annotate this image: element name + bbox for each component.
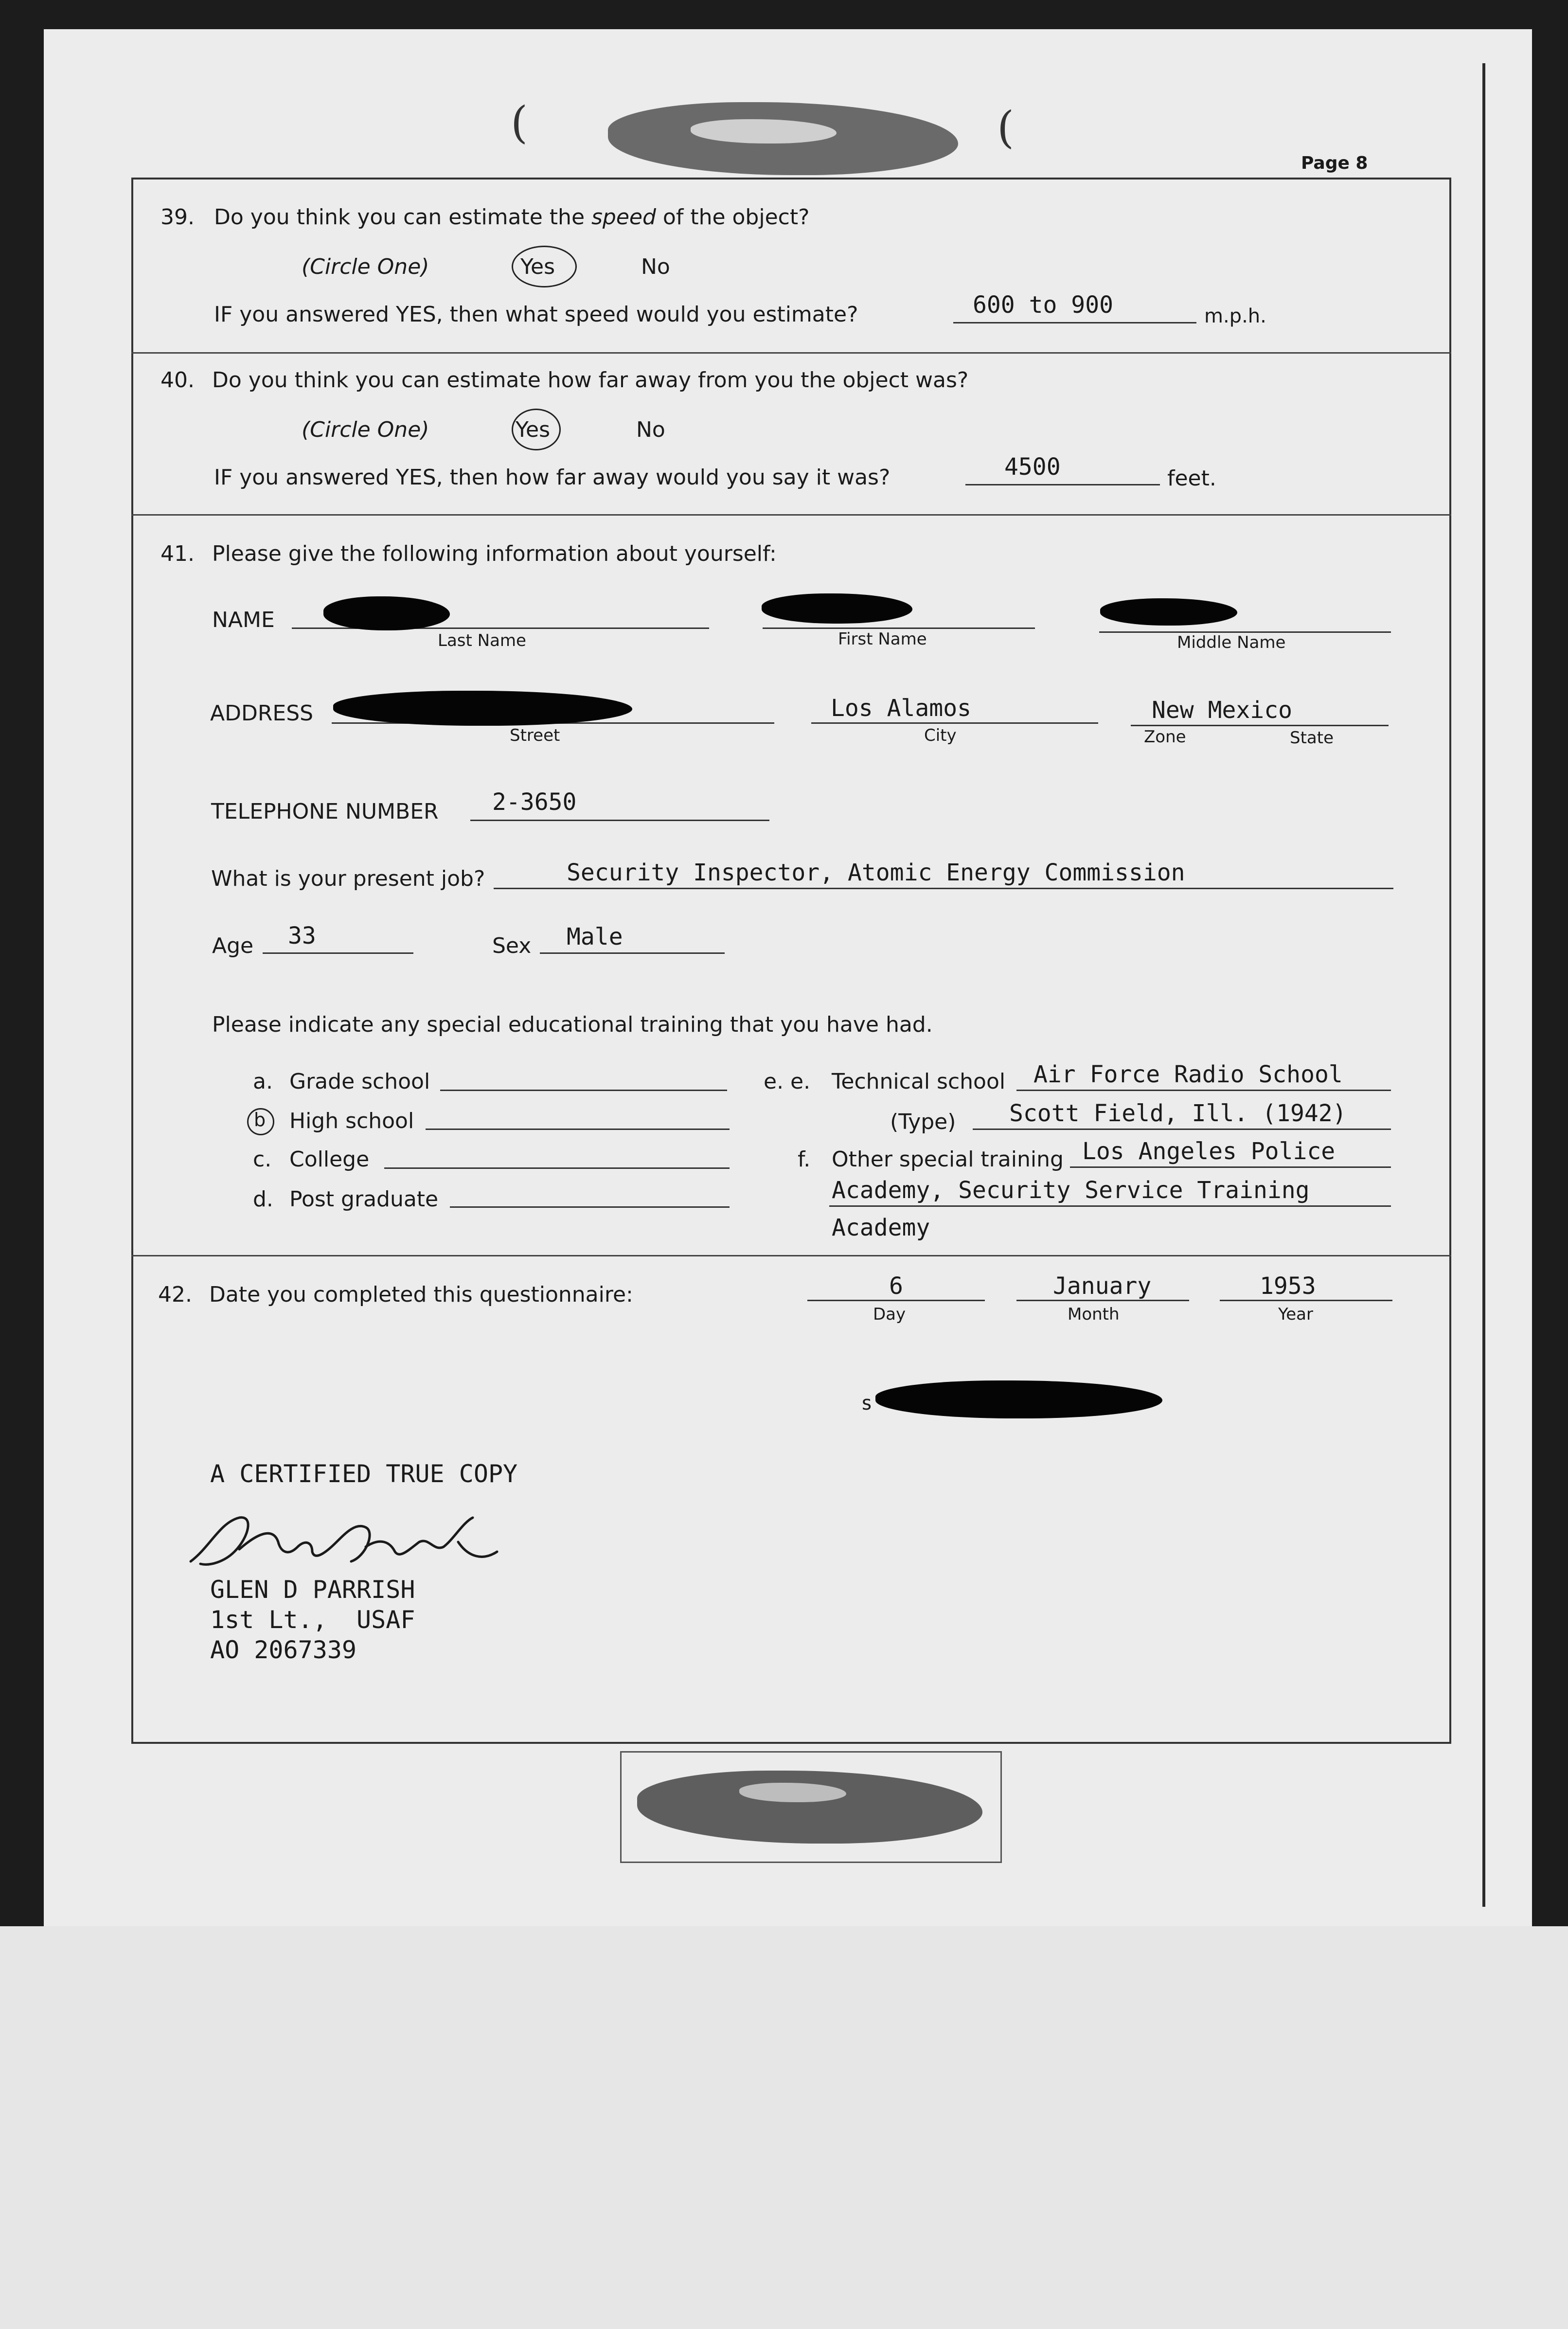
divider-40-41 xyxy=(131,514,1451,516)
edu-f-label: Other special training xyxy=(832,1147,1064,1172)
q39-no: No xyxy=(641,254,670,279)
q40-no: No xyxy=(636,417,665,442)
street-label: Street xyxy=(510,726,560,745)
sex-line xyxy=(540,952,725,954)
edu-f-line-1 xyxy=(1070,1166,1391,1168)
state-value: New Mexico xyxy=(1152,697,1292,724)
certifier-rank: 1st Lt., USAF xyxy=(210,1606,415,1634)
edu-f-letter: f. xyxy=(798,1147,811,1172)
divider-39-40 xyxy=(131,352,1451,354)
q39-question-em: speed xyxy=(591,205,656,230)
first-name-redaction xyxy=(762,593,912,624)
certification-heading: A CERTIFIED TRUE COPY xyxy=(210,1460,518,1488)
year-line xyxy=(1220,1300,1392,1301)
certifier-signature xyxy=(181,1503,512,1581)
edu-f-line-2 xyxy=(829,1205,1391,1207)
edu-b-line xyxy=(426,1129,730,1130)
day-label: Day xyxy=(873,1305,906,1324)
state-line xyxy=(1131,725,1389,726)
q40-number: 40. xyxy=(160,368,195,393)
state-label: State xyxy=(1290,728,1334,748)
q41-question: Please give the following information about yourself: xyxy=(212,541,777,566)
last-name-redaction xyxy=(323,596,450,630)
edu-type-value: Scott Field, Ill. (1942) xyxy=(1009,1100,1347,1127)
scan-background xyxy=(0,1926,1568,2329)
day-line xyxy=(807,1300,985,1301)
q40-answer-line xyxy=(965,484,1160,485)
job-value: Security Inspector, Atomic Energy Commission xyxy=(567,859,1185,886)
q42-question: Date you completed this questionnaire: xyxy=(209,1282,633,1307)
edu-f-value-3: Academy xyxy=(832,1214,930,1241)
sex-label: Sex xyxy=(492,933,532,958)
month-label: Month xyxy=(1068,1305,1120,1324)
address-label: ADDRESS xyxy=(210,701,314,726)
edu-a-label: Grade school xyxy=(289,1069,430,1094)
year-label: Year xyxy=(1278,1305,1313,1324)
q39-answer-line xyxy=(953,322,1196,323)
page-edge xyxy=(1482,63,1485,1907)
q40-answer: 4500 xyxy=(1004,453,1061,481)
edu-type-line xyxy=(973,1129,1391,1130)
sex-value: Male xyxy=(567,923,623,950)
edu-c-label: College xyxy=(289,1147,370,1172)
edu-b-letter: b xyxy=(254,1109,266,1130)
edu-a-letter: a. xyxy=(253,1069,273,1094)
certifier-name: GLEN D PARRISH xyxy=(210,1576,415,1604)
page-number: Page 8 xyxy=(1301,153,1368,173)
job-line xyxy=(494,888,1393,889)
edu-d-label: Post graduate xyxy=(289,1187,439,1212)
q40-unit: feet. xyxy=(1167,466,1216,491)
age-label: Age xyxy=(212,933,254,958)
bracket-left: ( xyxy=(511,97,528,148)
name-label: NAME xyxy=(212,608,275,632)
edu-e-line xyxy=(1016,1090,1391,1091)
bracket-right: ( xyxy=(997,102,1015,153)
city-value: Los Alamos xyxy=(831,695,971,722)
q39-question-a: Do you think you can estimate the xyxy=(214,205,591,230)
first-name-line xyxy=(763,627,1035,629)
edu-e-value: Air Force Radio School xyxy=(1033,1061,1343,1088)
q39-unit: m.p.h. xyxy=(1204,305,1266,327)
respondent-signature-redaction xyxy=(875,1380,1162,1418)
telephone-label: TELEPHONE NUMBER xyxy=(211,799,439,824)
q39-question xyxy=(214,207,809,228)
month-line xyxy=(1016,1300,1189,1301)
divider-41-42 xyxy=(131,1255,1451,1256)
telephone-value: 2-3650 xyxy=(492,788,577,816)
q39-yes: Yes xyxy=(520,254,555,279)
edu-d-letter: d. xyxy=(253,1187,273,1212)
age-line xyxy=(263,952,413,954)
q42-number: 42. xyxy=(158,1282,192,1307)
middle-name-label: Middle Name xyxy=(1177,633,1286,652)
city-label: City xyxy=(924,726,957,745)
age-value: 33 xyxy=(288,922,316,950)
certifier-serial: AO 2067339 xyxy=(210,1636,357,1664)
month-value: January xyxy=(1053,1272,1152,1300)
q39-answer: 600 to 900 xyxy=(973,291,1113,319)
edu-d-line xyxy=(450,1206,730,1208)
zone-label: Zone xyxy=(1144,727,1186,747)
year-value: 1953 xyxy=(1260,1272,1316,1300)
q39-number: 39. xyxy=(160,205,195,230)
q39-question-b: of the object? xyxy=(656,205,810,230)
signature-mark: s xyxy=(861,1392,873,1415)
edu-c-letter: c. xyxy=(253,1147,272,1172)
edu-f-value-1: Los Angeles Police xyxy=(1082,1138,1336,1165)
q41-number: 41. xyxy=(160,541,195,566)
middle-name-redaction xyxy=(1100,598,1237,626)
edu-f-value-2: Academy, Security Service Training xyxy=(832,1177,1310,1204)
city-line xyxy=(811,722,1098,724)
edu-a-line xyxy=(440,1090,727,1091)
edu-b-label: High school xyxy=(289,1109,414,1133)
q39-circle-one: (Circle One) xyxy=(302,254,429,279)
q40-circle-one: (Circle One) xyxy=(302,417,429,442)
telephone-line xyxy=(470,820,769,821)
job-label: What is your present job? xyxy=(211,866,485,891)
q40-question: Do you think you can estimate how far away from you the object was? xyxy=(212,368,969,393)
day-value: 6 xyxy=(889,1272,903,1300)
edu-e-label: Technical school xyxy=(832,1069,1006,1094)
first-name-label: First Name xyxy=(838,629,927,649)
q40-followup: IF you answered YES, then how far away would you say it was? xyxy=(214,465,891,490)
q40-yes: Yes xyxy=(516,417,551,442)
q39-followup: IF you answered YES, then what speed would you estimate? xyxy=(214,302,858,327)
education-prompt: Please indicate any special educational training that you have had. xyxy=(212,1012,933,1037)
last-name-label: Last Name xyxy=(438,631,526,650)
edu-c-line xyxy=(384,1167,730,1169)
street-redaction xyxy=(333,691,632,726)
edu-e-letter: e. e. xyxy=(764,1069,811,1094)
edu-type-label: (Type) xyxy=(890,1110,956,1134)
